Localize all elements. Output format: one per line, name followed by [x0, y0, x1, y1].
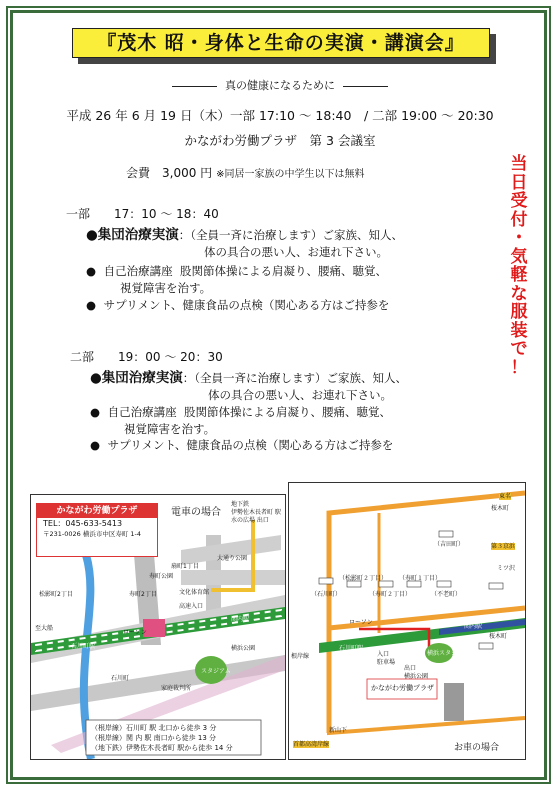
subway-note-2: 伊勢佐木長者町 駅: [231, 509, 281, 516]
item-title: 自己治療講座: [107, 405, 177, 419]
part2-item2: [90, 404, 391, 438]
fee-note: ※同居一家族の中学生以下は無料: [216, 169, 365, 180]
label-ishikawa-st: 石川町駅: [339, 645, 364, 652]
part1-item2: [86, 263, 387, 297]
event-venue: かながわ労働プラザ 第 3 会議室: [184, 133, 376, 148]
label-ishikawa2: 石川町: [111, 675, 130, 682]
label-third: 第３京浜: [491, 543, 516, 550]
car-plaza-name: かながわ労働プラザ: [371, 684, 434, 692]
side-note-char: 当: [510, 154, 528, 174]
part2-item3: [90, 437, 393, 454]
label-lawson: ローソン: [349, 619, 373, 626]
part1-heading: 一部 17：10 ～ 18：40: [66, 207, 219, 221]
item-cont: 視覚障害を治す。: [124, 422, 216, 436]
side-note-char: 受: [510, 191, 528, 211]
side-note: [509, 155, 529, 377]
label-kotobuki1: （寿町１丁目）: [399, 575, 442, 582]
item-title: 自己治療講座: [103, 264, 173, 278]
item-text: 股関節体操による肩凝り、腰痛、聴覚、: [179, 264, 387, 278]
car-map-drawing: [289, 483, 525, 759]
label-lawson: ローソン: [123, 629, 147, 636]
label-ishikawa: （石川町）: [311, 591, 342, 598]
subtitle-rule-left: [172, 86, 217, 87]
bullet: ●: [86, 264, 97, 278]
label-kotobuki-park: 寿町公園: [149, 573, 174, 580]
label-yoshida: （吉田町）: [434, 541, 465, 548]
label-sakuragi: 桜木町: [491, 505, 510, 512]
subtitle-rule-right: [343, 86, 388, 87]
part1-item3: [86, 297, 389, 314]
label-odori: 大通り公園: [217, 555, 248, 562]
bullet: ●: [90, 370, 102, 386]
access-3: （地下鉄）伊勢佐木長者町 駅から徒歩 14 分: [91, 744, 233, 752]
side-note-char: ！: [510, 357, 528, 378]
event-title: 『茂木 昭・身体と生命の実演・講演会』: [72, 28, 490, 58]
label-kotobuki: （寿町２丁目）: [369, 591, 412, 598]
item-text: ：（全員一斉に治療します）ご家族、知人、: [182, 371, 408, 385]
plaza-name: かながわ労働プラザ: [37, 504, 157, 518]
bullet: ●: [86, 227, 98, 243]
label-kaketsu: 家庭裁判所: [161, 685, 192, 692]
plaza-address: 〒231-0026 横浜市中区寿町 1-4: [43, 530, 142, 538]
label-entrance: 入口: [377, 651, 390, 658]
bullet: ●: [90, 405, 101, 419]
label-mitsuzawa: ミツ沢: [497, 565, 516, 572]
label-culture: 文化体育館: [179, 589, 210, 596]
side-note-char: 装: [510, 320, 528, 341]
label-yokohama-park: 横浜公園: [231, 645, 256, 652]
item-cont: 視覚障害を治す。: [120, 281, 212, 295]
item-text: 股関節体操による肩凝り、腰痛、聴覚、: [183, 405, 391, 419]
car-map: [288, 482, 526, 760]
item-title: 集団治療実演: [101, 370, 183, 386]
train-map: [30, 494, 286, 760]
car-heading: お車の場合: [454, 743, 500, 753]
label-matsukage: 松影町2丁目: [39, 591, 73, 598]
access-1: （根岸線）石川町 駅 北口から徒歩 3 分: [91, 724, 217, 732]
part2-item1: [90, 370, 407, 404]
label-tomei: 東名: [499, 493, 512, 500]
label-fujimi: 扇町1丁目: [171, 563, 199, 570]
side-note-char: ・: [510, 228, 528, 248]
label-oka: 至大船: [35, 625, 54, 632]
label-takao: 高速入口: [179, 603, 204, 610]
part1-item1: [86, 227, 403, 261]
part2-heading: 二部 19：00 ～ 20：30: [70, 350, 223, 364]
side-note-char: で: [510, 339, 528, 359]
side-note-char: 軽: [510, 265, 528, 285]
side-note-char: 付: [510, 209, 528, 230]
label-stadium: 横浜スタジアム: [427, 650, 469, 657]
plaza-info-box: [36, 503, 158, 557]
label-parking: 駐車場: [377, 659, 396, 666]
label-kannai: 関内駅: [231, 616, 250, 623]
label-exit: 出口: [404, 665, 417, 672]
label-shuto: 首都高湾岸線: [293, 741, 330, 748]
item-text: サプリメント、健康食品の点検（関心ある方はご持参を: [107, 438, 394, 452]
label-fudo: （不老町）: [431, 591, 462, 598]
item-text: サプリメント、健康食品の点検（関心ある方はご持参を: [103, 298, 390, 312]
subway-note-1: 地下鉄: [231, 501, 250, 508]
item-cont: 体の具合の悪い人、お連れ下さい。: [208, 388, 392, 402]
label-yokohama-park: 横浜公園: [404, 673, 429, 680]
fee-label: 会費 3,000 円: [126, 166, 213, 180]
label-sakuragicho: 桜木町: [489, 633, 508, 640]
plaza-tel: TEL：045-633-5413: [43, 519, 123, 528]
label-shinyamashita: 新山下: [329, 727, 348, 734]
item-text: ：（全員一斉に治療します）ご家族、知人、: [178, 228, 404, 242]
side-note-char: 日: [510, 172, 528, 193]
road: [181, 570, 285, 585]
event-date: 平成 26 年 6 月 19 日（木）一部 17:10 ～ 18:40 / 二部 19:00 ～ 20:30: [66, 108, 494, 123]
label-kotobuki: 寿町2丁目: [129, 591, 157, 598]
subtitle-text: 真の健康になるために: [225, 79, 335, 92]
item-title: 集団治療実演: [97, 227, 179, 243]
subtitle: [0, 77, 560, 93]
label-stadium: スタジアム: [201, 668, 231, 675]
subway-note-3: 水の広場 出口: [231, 517, 269, 524]
train-heading: 電車の場合: [171, 507, 221, 518]
label-kannai: 関内駅: [464, 623, 483, 630]
side-note-char: 気: [510, 246, 528, 267]
side-note-char: 服: [510, 302, 528, 322]
access-2: （根岸線）関 内 駅 南口から徒歩 13 分: [91, 734, 217, 742]
label-matsukage: （松影町２丁目）: [339, 575, 388, 582]
plaza-building: [444, 683, 464, 721]
item-cont: 体の具合の悪い人、お連れ下さい。: [204, 245, 388, 259]
bullet: ●: [86, 298, 97, 312]
event-fee: [126, 164, 365, 181]
bullet: ●: [90, 438, 101, 452]
label-negishi: 根岸線: [291, 653, 310, 660]
side-note-char: な: [510, 283, 528, 304]
label-ishikawacho: 石川町駅: [71, 643, 96, 650]
